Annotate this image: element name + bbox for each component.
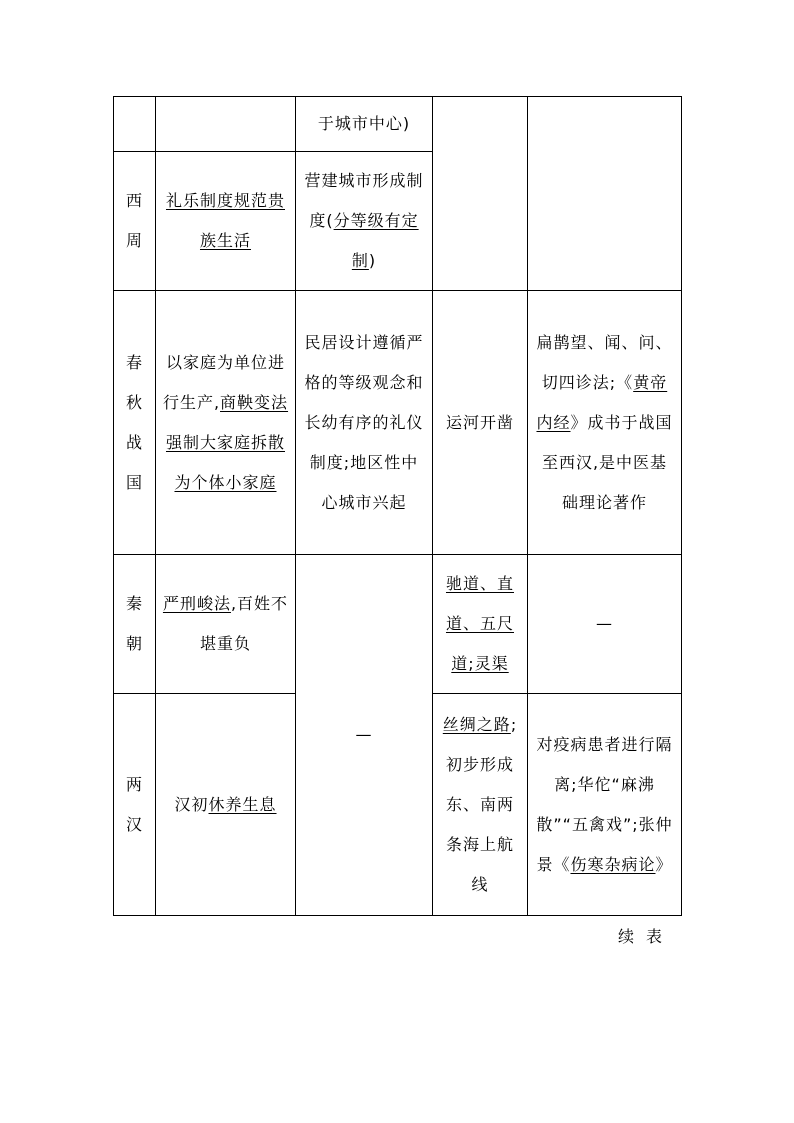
cell-society: 以家庭为单位进行生产,商鞅变法强制大家庭拆散为个体小家庭 xyxy=(156,291,296,555)
underlined-text: 礼乐制度规范贵族生活 xyxy=(165,191,285,250)
cell-city-dash: — xyxy=(296,555,433,916)
cell-medicine: — xyxy=(528,555,682,694)
cell-era: 秦朝 xyxy=(114,555,156,694)
cell-transport: 运河开凿 xyxy=(433,291,528,555)
underlined-text: 分等级有定制 xyxy=(333,211,419,270)
cell-city: 于城市中心) xyxy=(296,97,433,152)
table-row xyxy=(114,97,682,152)
underlined-text: 丝绸之路 xyxy=(442,714,511,734)
cell-era: 春秋战国 xyxy=(114,291,156,555)
underlined-text: 严刑峻法 xyxy=(162,594,231,613)
underlined-text: 商鞅变法强制大家庭拆散为个体小家庭 xyxy=(165,392,289,492)
continued-label: 续表 xyxy=(618,927,675,946)
cell-empty xyxy=(156,97,296,152)
underlined-text: 休养生息 xyxy=(208,794,277,814)
cell-medicine: 扁鹊望、闻、问、切四诊法;《黄帝内经》成书于战国至西汉,是中医基础理论著作 xyxy=(528,291,682,555)
cell-era-empty xyxy=(114,97,156,152)
cell-medicine: 对疫病患者进行隔离;华佗“麻沸散”“五禽戏”;张仲景《伤寒杂病论》 xyxy=(528,694,682,916)
cell-city: 民居设计遵循严格的等级观念和长幼有序的礼仪制度;地区性中心城市兴起 xyxy=(296,291,433,555)
history-table xyxy=(113,96,682,916)
cell-era: 西周 xyxy=(114,152,156,291)
underlined-text: 伤寒杂病论 xyxy=(570,854,656,874)
cell-society: 严刑峻法,百姓不堪重负 xyxy=(156,555,296,694)
cell-medicine-empty xyxy=(528,97,682,291)
cell-city: 营建城市形成制度(分等级有定制) xyxy=(296,152,433,291)
underlined-text: 黄帝内经 xyxy=(536,372,668,432)
cell-society: 汉初休养生息 xyxy=(156,694,296,916)
table-row xyxy=(114,555,682,694)
table-row xyxy=(114,291,682,555)
cell-era: 两汉 xyxy=(114,694,156,916)
cell-transport xyxy=(433,555,528,694)
underlined-text: 驰道、直道、五尺道;灵渠 xyxy=(445,574,514,673)
cell-society xyxy=(156,152,296,291)
cell-transport: 丝绸之路;初步形成东、南两条海上航线 xyxy=(433,694,528,916)
cell-transport-empty xyxy=(433,97,528,291)
